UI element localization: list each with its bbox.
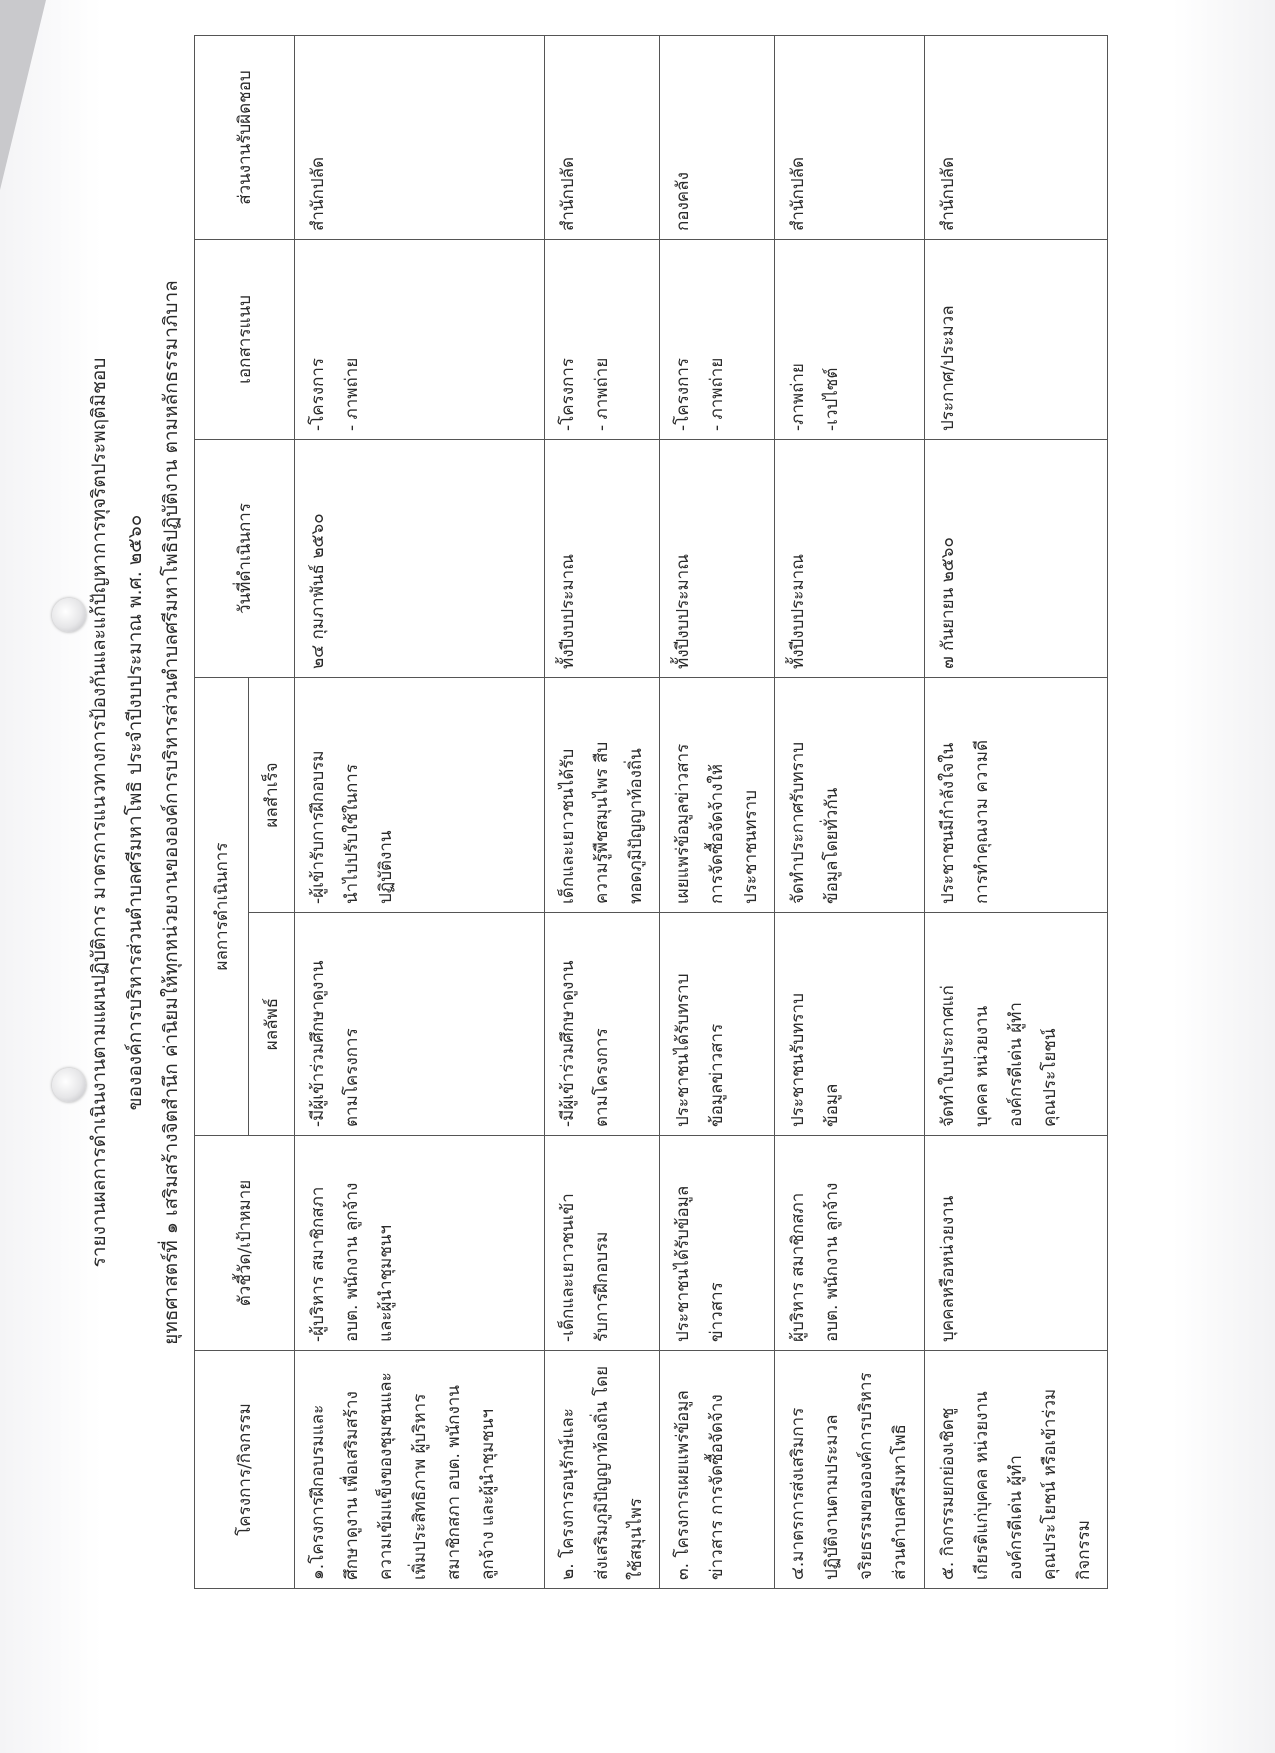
cell-project: ๔.มาตรการส่งเสริมการ ปฏิบัติงานตามประมวล จริยธรรมขององค์การบริหาร ส่วนตำบลศรีมหาโพธิ xyxy=(775,1351,925,1589)
cell-outcome: เผยแพร่ข้อมูลข่าวสาร การจัดซื้อจัดจ้างให้ ประชาชนทราบ xyxy=(660,678,775,913)
report-title: รายงานผลการดำเนินงานตามแผนปฏิบัติการ มาตรการแนวทางการป้องกันและแก้ปัญหาการทุจริตประพฤติมิชอบ xyxy=(88,357,110,1268)
cell-attachment: -ภาพถ่าย -เวปไซต์ xyxy=(775,240,925,440)
cell-date: ทั้งปีงบประมาณ xyxy=(545,440,660,678)
cell-attachment: -โครงการ - ภาพถ่าย xyxy=(660,240,775,440)
cell-project: ๑.โครงการฝึกอบรมและ ศึกษาดูงาน เพื่อเสริมสร้าง ความเข้มแข็งของชุมชนและ เพิ่มประสิทธิภาพ ผู้บริหาร สมาชิกสภา อบต. พนักงาน ลูกจ้าง และผู้นำชุมชนฯ xyxy=(295,1351,545,1589)
header-results-group: ผลการดำเนินการ xyxy=(195,678,249,1136)
strategy-heading: ยุทธศาสตร์ที่ ๑ เสริมสร้างจิตสำนึก ค่านิยมให้ทุกหน่วยงานขององค์การบริหารส่วนตำบลศรีมหาโพธิปฏิบัติงาน ตามหลักธรรมาภิบาล xyxy=(160,280,182,1345)
cell-outcome: -ผู้เข้ารับการฝึกอบรม นำไปปรับใช้ในการ ปฏิบัติงาน xyxy=(295,678,545,913)
header-outcome: ผลสำเร็จ xyxy=(249,678,295,913)
cell-outcome: ประชาชนมีกำลังใจใน การทำคุณงาม ความดี xyxy=(925,678,1108,913)
table-row xyxy=(660,36,775,1589)
cell-responsible: สำนักปลัด xyxy=(295,36,545,240)
cell-indicator: -เด็กและเยาวชนเข้า รับการฝึกอบรม xyxy=(545,1136,660,1351)
cell-responsible: กองคลัง xyxy=(660,36,775,240)
cell-outcome: เด็กและเยาวชนได้รับ ความรู้พืชสมุนไพร สืบ ทอดภูมิปัญญาท้องถิ่น xyxy=(545,678,660,913)
cell-project: ๕. กิจกรรมยกย่องเชิดชู เกียรติแก่บุคคล หน่วยงาน องค์กรดีเด่น ผู้ทำ คุณประโยชน์ หรือเข้าร่วม กิจกรรม xyxy=(925,1351,1108,1589)
cell-date: ๒๔ กุมภาพันธ์ ๒๕๖๐ xyxy=(295,440,545,678)
cell-output: จัดทำใบประกาศแก่ บุคคล หน่วยงาน องค์กรดีเด่น ผู้ทำ คุณประโยชน์ xyxy=(925,913,1108,1136)
table-row xyxy=(295,36,545,1589)
cell-date: ๗ กันยายน ๒๕๖๐ xyxy=(925,440,1108,678)
header-output: ผลลัพธ์ xyxy=(249,913,295,1136)
report-subtitle: ขององค์การบริหารส่วนตำบลศรีมหาโพธิ ประจำปีงบประมาณ พ.ศ. ๒๕๖๐ xyxy=(124,514,146,1111)
cell-responsible: สำนักปลัด xyxy=(545,36,660,240)
cell-output: -มีผู้เข้าร่วมศึกษาดูงาน ตามโครงการ xyxy=(295,913,545,1136)
cell-indicator: บุคคลหรือหน่วยงาน xyxy=(925,1136,1108,1351)
header-responsible: ส่วนงานรับผิดชอบ xyxy=(195,36,295,240)
cell-indicator: ประชาชนได้รับข้อมูล ข่าวสาร xyxy=(660,1136,775,1351)
cell-attachment: -โครงการ - ภาพถ่าย xyxy=(295,240,545,440)
report-header xyxy=(80,36,208,1589)
table-row xyxy=(925,36,1108,1589)
cell-attachment: ประกาศ/ประมวล xyxy=(925,240,1108,440)
header-project: โครงการ/กิจกรรม xyxy=(195,1351,295,1589)
cell-project: ๒. โครงการอนุรักษ์และ ส่งเสริมภูมิปัญญาท้องถิ่น โดย ใช้สมุนไพร xyxy=(545,1351,660,1589)
header-date: วันที่ดำเนินการ xyxy=(195,440,295,678)
cell-outcome: จัดทำประกาศรับทราบ ข้อมูลโดยทั่วกัน xyxy=(775,678,925,913)
cell-attachment: -โครงการ - ภาพถ่าย xyxy=(545,240,660,440)
cell-project: ๓. โครงการเผยแพร่ข้อมูล ข่าวสาร การจัดซื้อจัดจ้าง xyxy=(660,1351,775,1589)
cell-output: ประชาชนรับทราบ ข้อมูล xyxy=(775,913,925,1136)
table-row xyxy=(545,36,660,1589)
cell-responsible: สำนักปลัด xyxy=(925,36,1108,240)
cell-responsible: สำนักปลัด xyxy=(775,36,925,240)
results-table xyxy=(194,35,1108,1589)
rotated-document-content xyxy=(80,36,1105,1589)
table-row xyxy=(775,36,925,1589)
cell-output: -มีผู้เข้าร่วมศึกษาดูงาน ตามโครงการ xyxy=(545,913,660,1136)
header-indicator: ตัวชี้วัด/เป้าหมาย xyxy=(195,1136,295,1351)
folded-corner xyxy=(0,0,46,190)
cell-date: ทั้งปีงบประมาณ xyxy=(775,440,925,678)
cell-indicator: ผู้บริหาร สมาชิกสภา อบต. พนักงาน ลูกจ้าง xyxy=(775,1136,925,1351)
cell-output: ประชาชนได้รับทราบ ข้อมูลข่าวสาร xyxy=(660,913,775,1136)
cell-indicator: -ผู้บริหาร สมาชิกสภา อบต. พนักงาน ลูกจ้าง และผู้นำชุมชนฯ xyxy=(295,1136,545,1351)
cell-date: ทั้งปีงบประมาณ xyxy=(660,440,775,678)
header-attachment: เอกสารแนบ xyxy=(195,240,295,440)
